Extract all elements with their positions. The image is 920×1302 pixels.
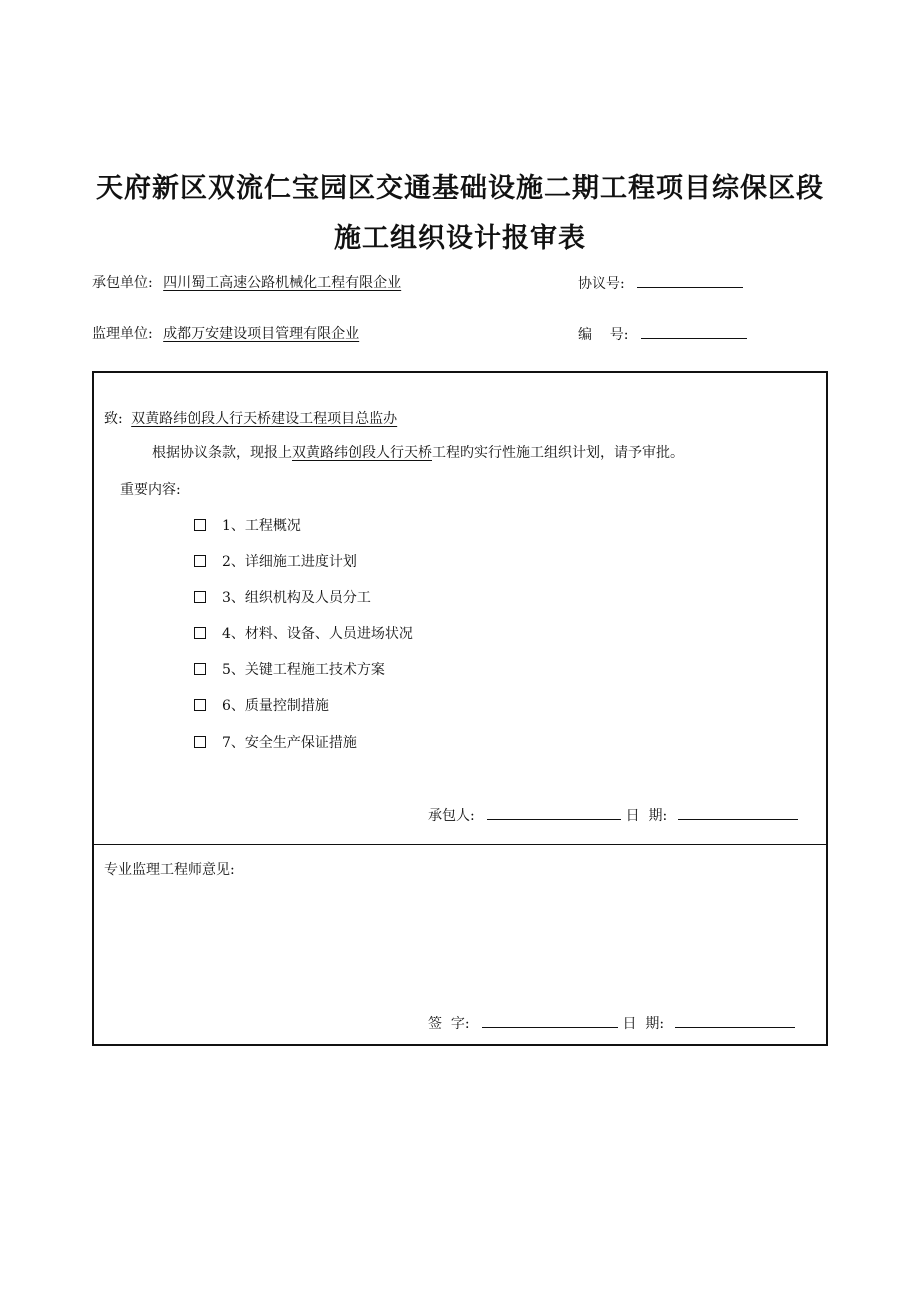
content-item [194,733,357,753]
checkbox[interactable] [194,699,206,711]
contractor-row [92,273,401,293]
supervisor-value: 成都万安建设项目管理有限企业 [163,326,360,342]
checkbox[interactable] [194,519,206,531]
engineer-date-field[interactable] [675,1013,795,1028]
number-row [578,324,747,345]
number-label: 编 号: [578,327,629,343]
body-project: 双黄路纬创段人行天桥 [292,445,432,461]
supervisor-label: 监理单位: [92,326,153,342]
sign-label: 签 字: [428,1016,470,1032]
checkbox[interactable] [194,555,206,567]
checkbox[interactable] [194,663,206,675]
content-item-label: 2、详细施工进度计划 [222,554,357,570]
content-item-label: 7、安全生产保证措施 [222,735,357,751]
agreement-label: 协议号: [578,276,625,292]
number-field[interactable] [641,324,747,339]
contractor-label: 承包单位: [92,275,153,291]
to-label: 致: [104,411,123,427]
agreement-field[interactable] [637,273,743,288]
document-title-line2: 施工组织设计报审表 [334,223,586,254]
section-divider [94,844,826,845]
contractor-sign-label: 承包人: [428,808,475,824]
engineer-signature-row [428,1013,795,1034]
date-label: 日 期: [622,1016,665,1032]
content-item-label: 1、工程概况 [222,518,301,534]
content-item [194,552,357,572]
content-item-label: 3、组织机构及人员分工 [222,590,371,606]
agreement-row [578,273,743,294]
body-suffix: 工程旳实行性施工组织计划，请予审批。 [432,445,684,461]
content-item [194,588,371,608]
to-value: 双黄路纬创段人行天桥建设工程项目总监办 [131,411,398,427]
approval-form-box [92,371,828,1046]
content-item [194,696,329,716]
supervisor-row [92,324,359,344]
content-item [194,660,385,680]
engineer-sign-field[interactable] [482,1013,618,1028]
body-prefix: 根据协议条款，现报上 [152,445,292,461]
checkbox[interactable] [194,627,206,639]
content-item-label: 5、关键工程施工技术方案 [222,662,385,678]
engineer-opinion-label: 专业监理工程师意见: [104,862,235,878]
content-item-label: 6、质量控制措施 [222,698,329,714]
content-item [194,516,301,536]
contractor-sign-field[interactable] [487,805,621,820]
checkbox[interactable] [194,591,206,603]
document-title-line1: 天府新区双流仁宝园区交通基础设施二期工程项目综保区段 [96,173,824,204]
contractor-signature-row [428,805,798,826]
contractor-value: 四川蜀工高速公路机械化工程有限企业 [163,275,402,291]
checkbox[interactable] [194,736,206,748]
content-item [194,624,413,644]
content-item-label: 4、材料、设备、人员进场状况 [222,626,413,642]
date-label: 日 期: [625,808,668,824]
submission-statement [152,443,684,463]
addressee-row [104,409,397,429]
date-field[interactable] [678,805,798,820]
contents-label: 重要内容: [120,482,181,498]
